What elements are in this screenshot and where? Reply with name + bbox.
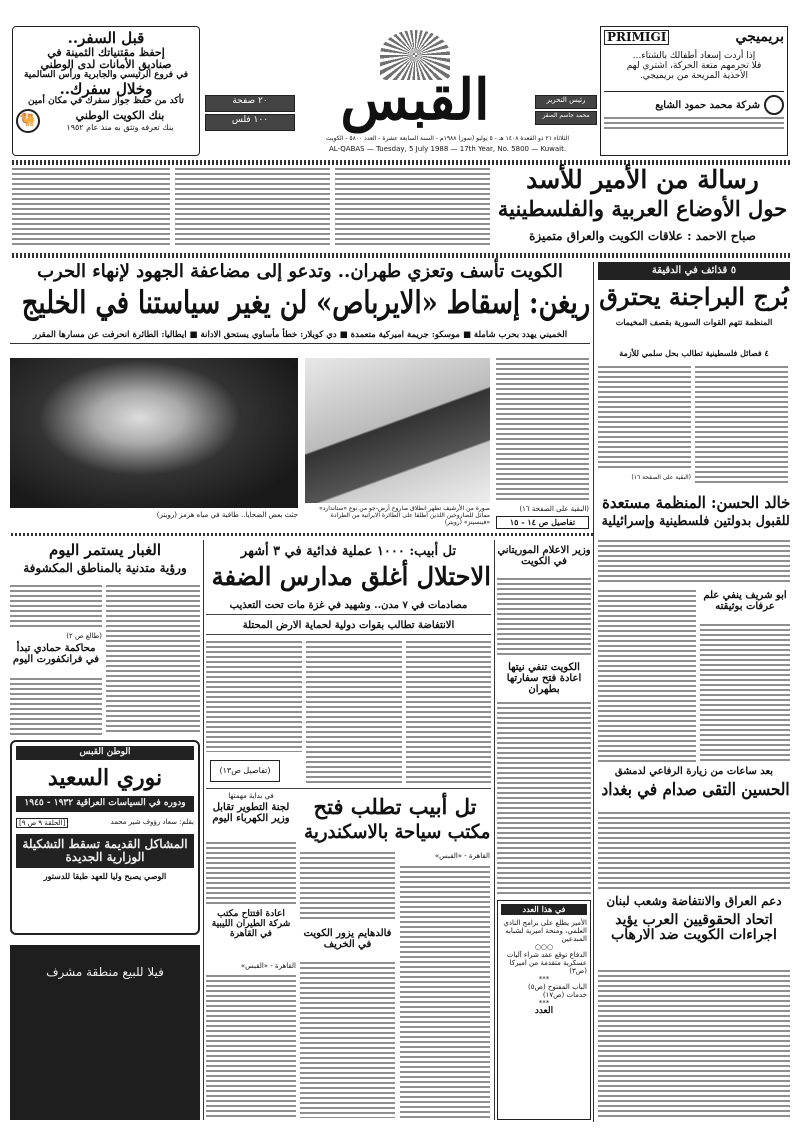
dateline: القاهرة - «القبس» — [240, 962, 296, 970]
editor-name: محمد جاسم الصقر — [535, 111, 597, 125]
article-body — [598, 812, 790, 890]
primigi-ad[interactable] — [600, 26, 788, 156]
aboshareef-headline: ابو شريف ينفي علم عرفات بوثيقته — [703, 590, 787, 612]
lead-headline: ريغن: إسقاط «الايرباص» لن يغير سياستنا في الخليج — [21, 285, 590, 321]
index-box — [497, 900, 591, 1120]
article-body — [406, 641, 491, 785]
column-rule — [593, 262, 594, 1122]
lead-kicker-wrap — [10, 262, 590, 282]
bank-ad[interactable] — [12, 26, 200, 156]
top-headline-2-wrap — [495, 197, 790, 220]
article-body — [700, 624, 790, 762]
westbank-sub-wrap — [206, 600, 491, 615]
company-address — [604, 117, 784, 129]
continued-note: (البقية على الصفحة ١٦) — [519, 505, 589, 513]
index-item[interactable]: الدفاع توقع عقد شراء آليات عسكرية متقدمة من اميركا (ص٣) — [506, 950, 587, 975]
hassan-headline-2-wrap — [598, 515, 790, 529]
ad-line-wrap — [16, 97, 196, 107]
editor-label: رئيس التحرير — [535, 95, 597, 109]
company-name: شركة محمد حمود الشايع — [655, 99, 760, 111]
hassan-headline-2: للقبول بدولتين فلسطينية وإسرائيلية — [601, 514, 790, 529]
tourism-headline-2: مكتب سياحة بالاسكندرية — [303, 821, 490, 843]
jurists-kicker: دعم العراق والانتفاضة وشعب لبنان — [606, 894, 782, 908]
date-line-arabic: الثلاثاء ٢١ ذو القعدة ١٤٠٨ هـ - ٥ يوليو (تموز) ١٩٨٨م - السنة السابعة عشرة - العدد ٥٨٠٠ - الكويت — [325, 135, 570, 142]
ad-line: فلا تحرمهم متعة الحركة، اشتري لهم — [626, 61, 762, 72]
camps-headline-wrap — [598, 284, 790, 310]
index-item[interactable]: الباب المفتوح (ص٥) — [528, 982, 587, 991]
ad-line: قبل السفر.. — [67, 29, 145, 47]
article-body — [300, 962, 395, 1118]
hussein-headline: الحسين التقى صدام في بغداد — [601, 780, 790, 800]
bank-name-wrap — [44, 110, 196, 122]
lead-headline-wrap — [10, 286, 590, 320]
ad-line-wrap — [16, 30, 196, 47]
article-body — [598, 970, 790, 1118]
photo-victims — [10, 358, 298, 508]
hussein-kicker: بعد ساعات من زيارة الرفاعي لدمشق — [614, 766, 774, 777]
tourism-headline-wrap — [300, 795, 490, 818]
column-rule — [203, 540, 204, 1120]
dust-headline-2: ورؤية متدنية بالمناطق المكشوفة — [23, 561, 187, 575]
lead-subheadlines: الخميني يهدد بحرب شاملة ■ موسكو: جريمة اميركية متعمدة ■ دي كويلار: خطأ مأساوي يستحق الادانة ■ ايطاليا: الطائرة انحرفت عن مسارها المقرر — [32, 330, 568, 340]
index-item[interactable]: الأمير يطلع على برامج النادي العلمي، ومنحة اميرية لشبابه المبدعين — [503, 918, 587, 943]
article-body — [300, 852, 395, 922]
top-headline-wrap — [495, 166, 790, 194]
article-body — [106, 585, 200, 735]
westbank-details[interactable]: (تفاصيل ص١٣) — [210, 760, 280, 782]
camps-sub-wrap — [598, 349, 790, 358]
index-item[interactable]: العدد — [534, 1005, 554, 1016]
separator: *** — [538, 998, 550, 1007]
ad-line-wrap — [16, 59, 196, 71]
article-body — [175, 168, 330, 248]
bank-name: بنك الكويت الوطني — [75, 109, 165, 123]
series-author: بقلم: سعاد رؤوف شير محمد — [110, 817, 194, 826]
article-body — [10, 585, 102, 630]
tourism-headline-2-wrap — [300, 822, 490, 843]
series-title: نوري السعيد — [47, 764, 163, 791]
camps-headline: بُرج البراجنة يحترق — [599, 282, 789, 311]
top-headline: رسالة من الأمير للأسد — [526, 165, 759, 194]
article-body — [206, 975, 296, 1118]
ad-line: في فروع الرئيسي والجابرية ورأس السالمية — [23, 69, 189, 80]
ad-line: الأحذية المريحة من بريميجي. — [639, 71, 749, 82]
ad-line: صناديق الأمانات لدى الوطني — [40, 57, 172, 71]
series-subtitle: ودوره في السياسات العراقية ١٩٣٢ - ١٩٤٥ — [16, 796, 194, 812]
article-body — [598, 590, 696, 762]
energy-kicker: في بداية مهمتها — [228, 792, 274, 800]
bank-slogan: بنك تعرفه وتثق به منذ عام ١٩٥٢ — [66, 122, 174, 132]
price: ١٠٠ فلس — [205, 114, 295, 131]
villa-ad[interactable]: فيلا للبيع منطقة مشرف — [10, 945, 200, 1120]
top-headline-2: حول الأوضاع العربية والفلسطينية — [497, 196, 788, 221]
article-body — [497, 702, 591, 895]
westbank-kicker: تل أبيب: ١٠٠٠ عملية فدائية في ٣ أشهر — [240, 544, 457, 559]
index-title: في هذا العدد — [501, 904, 587, 915]
nuri-said-series-box[interactable] — [10, 740, 200, 935]
article-body — [497, 578, 591, 656]
index-item[interactable]: خدمات (ص١٧) — [542, 990, 587, 999]
article-body — [496, 358, 589, 503]
dust-headline-2-wrap — [10, 562, 200, 575]
ad-line-wrap — [16, 81, 196, 98]
brand-ar: بريميجي — [735, 29, 784, 45]
date-line-english: AL-QABAS — Tuesday, 5 July 1988 — 17th Year, No. 5800 — Kuwait. — [328, 145, 567, 153]
hamadi-headline: محاكمة حمادي تبدأ في فرانكفورت اليوم — [12, 643, 100, 665]
article-body — [12, 168, 170, 248]
divider — [206, 788, 491, 789]
lead-kicker: الكويت تأسف وتعزي طهران.. وتدعو إلى مضاعفة الجهود لإنهاء الحرب — [37, 261, 563, 282]
article-body — [400, 866, 490, 1118]
camps-sub: المنظمة تتهم القوات السورية بقصف المخيمات — [615, 317, 773, 327]
embassy-headline: الكويت تنفي نيتها اعادة فتح سفارتها بطهران — [506, 662, 582, 695]
westbank-kicker-wrap — [206, 545, 491, 559]
cabinet-sub: الوصي يصبح وليا للعهد طبقا للدستور — [43, 871, 167, 882]
dahaim-headline: فالدهايم يزور الكويت في الخريف — [303, 928, 392, 950]
newspaper-logo: القبس — [340, 67, 490, 133]
ad-line: وخلال سفرك.. — [59, 79, 153, 98]
lead-subheadlines-wrap — [10, 331, 590, 344]
article-body — [335, 168, 490, 248]
article-body — [598, 540, 790, 585]
article-body — [695, 366, 788, 486]
photo-caption: صورة من الأرشيف تظهر انطلاق صاروخ أرض-جو من نوع «ستاندارد» مماثل للصاروخين اللذين أطلقا على الطائرة الايرانية من الطرادة «فينسينز» (رويتر) — [319, 505, 490, 526]
dateline: القاهرة - «القبس» — [434, 852, 490, 860]
hassan-headline: خالد الحسن: المنظمة مستعدة — [601, 493, 790, 512]
series-episode: [الحلقة ٩ ص ٩] — [16, 818, 68, 828]
westbank-sub: الانتفاضة تطالب بقوات دولية لحماية الارض المحتلة — [242, 620, 455, 631]
article-body — [206, 842, 296, 906]
separator: *** — [538, 974, 550, 983]
cabinet-headline: المشاكل القديمة تسقط التشكيلة الوزارية الجديدة — [16, 834, 194, 868]
date-line-arabic-wrap — [300, 135, 595, 142]
ad-line: تأكد من حفظ جواز سفرك في مكان أمين — [28, 96, 184, 107]
company-logo-icon — [764, 95, 784, 115]
westbank-sub: مصادمات في ٧ مدن.. وشهيد في غزة مات تحت التعذيب — [229, 600, 468, 611]
hassan-headline-wrap — [598, 494, 790, 512]
details-link[interactable]: تفاصيل ص ١٤ - ١٥ — [496, 516, 589, 529]
continued-note: (البقية على الصفحة ١٦) — [631, 474, 691, 481]
separator: ○○○ — [534, 942, 554, 951]
divider — [10, 533, 593, 536]
top-subheadline-wrap — [495, 230, 790, 243]
mauritania-headline: وزير الاعلام الموريتاني في الكويت — [497, 545, 591, 567]
photo-missile — [305, 358, 490, 503]
hussein-headline-wrap — [598, 781, 790, 800]
column-rule — [494, 540, 495, 1120]
article-body — [598, 366, 691, 470]
article-body — [10, 678, 102, 735]
camel-logo-icon: 🐫 — [16, 109, 40, 133]
westbank-headline: الاحتلال أغلق مدارس الضفة — [211, 562, 491, 591]
camps-sub: ٤ فصائل فلسطينية تطالب بحل سلمي للأزمة — [619, 348, 769, 358]
series-label: الوطن القبس — [16, 746, 194, 760]
dust-headline-wrap — [10, 542, 200, 559]
westbank-sub-wrap — [206, 620, 491, 635]
ad-line: إذا أردت إسعاد أطفالك بالشتاء... — [632, 51, 756, 62]
westbank-headline-wrap — [206, 563, 491, 591]
libyan-headline: اعادة افتتاح مكتب شركة الطيران الليبية في القاهرة — [211, 909, 291, 939]
photo-caption: جثث بعض الضحايا.. طافية في مياه هرمز (رويتر) — [156, 511, 298, 519]
divider — [10, 253, 790, 258]
article-body — [206, 641, 302, 752]
dust-ref: (طالع ص ٢) — [66, 632, 102, 640]
jurists-headline: اتحاد الحقوقيين العرب يؤيد اجراءات الكويت ضد الارهاب — [611, 912, 777, 944]
camps-box: ٥ قذائف في الدقيقة — [598, 262, 790, 280]
hussein-kicker-wrap — [598, 766, 790, 777]
ad-line-wrap — [16, 47, 196, 59]
bank-slogan-wrap — [44, 123, 196, 132]
dust-headline: الغبار يستمر اليوم — [48, 541, 162, 559]
jurists-kicker-wrap — [598, 895, 790, 908]
tourism-headline: تل أبيب تطلب فتح — [313, 794, 477, 819]
ad-line: إحفظ مقتنياتك الثمينة في — [47, 45, 165, 59]
camps-sub-wrap — [598, 318, 790, 327]
brand-en: PRIMIGI — [604, 30, 669, 45]
top-subheadline: صباح الاحمد : علاقات الكويت والعراق متميزة — [529, 229, 756, 243]
article-body — [306, 641, 402, 785]
energy-headline: لجنة التطوير تقابل وزير الكهرباء اليوم — [212, 802, 290, 824]
pages-count: ٢٠ صفحة — [205, 95, 295, 112]
